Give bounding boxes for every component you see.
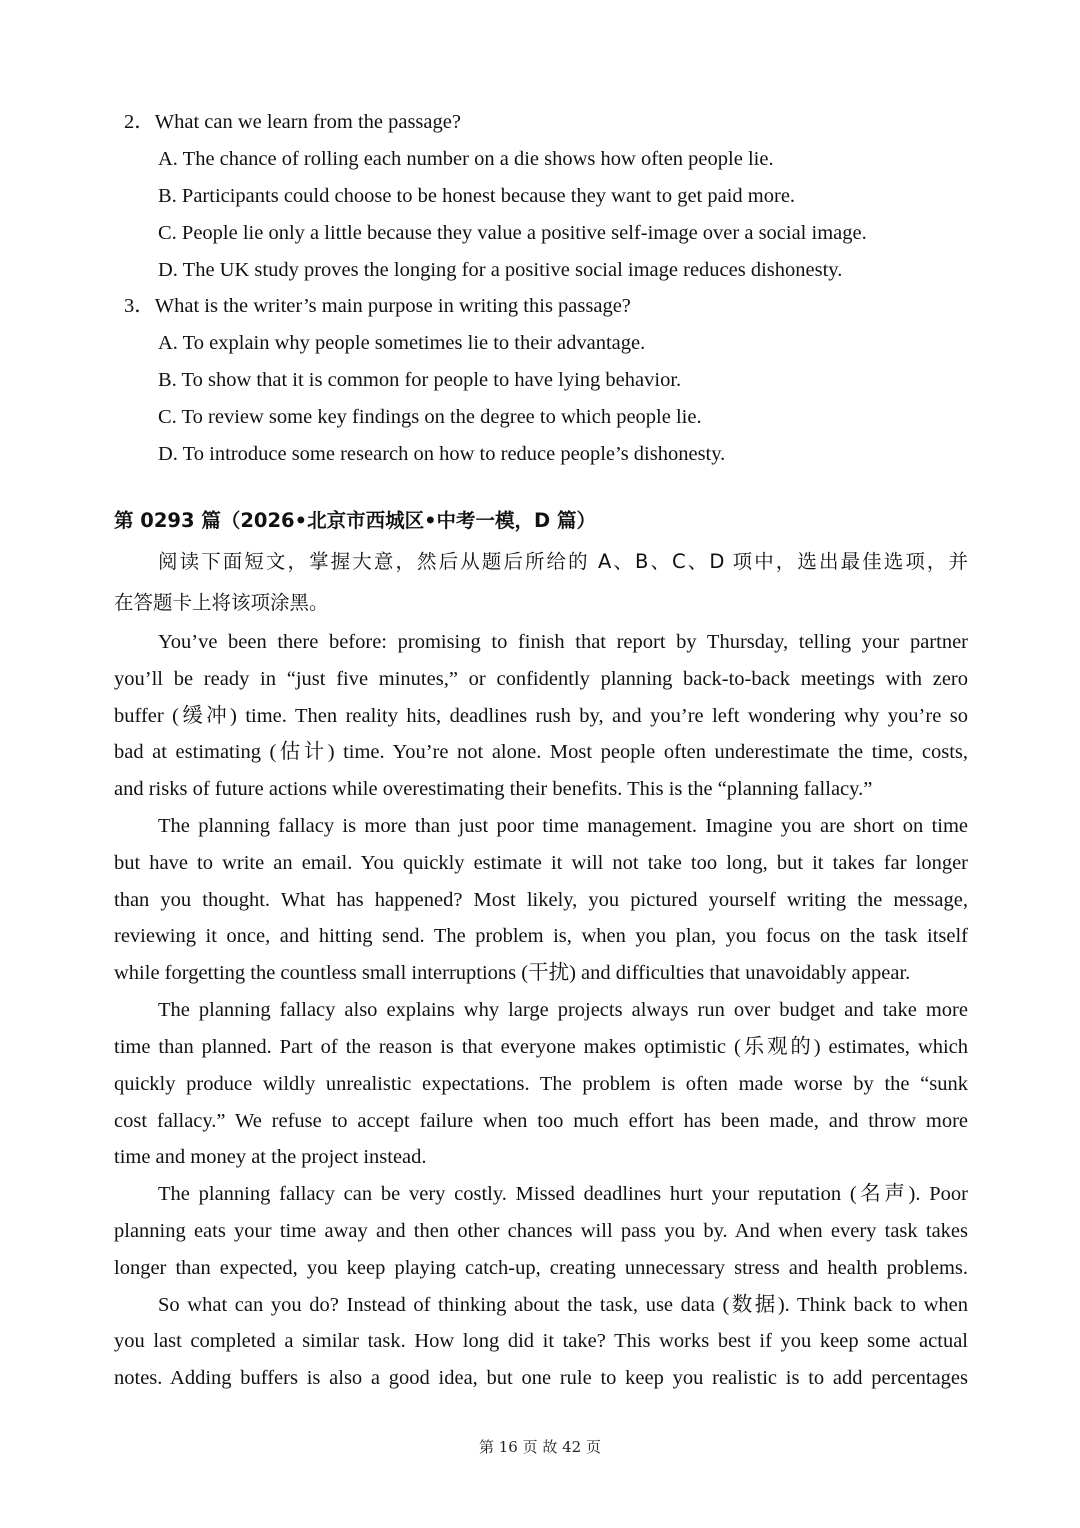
paragraph-1-line-4: bad at estimating (估计) time. You’re not alone. Most people often underestimate the time, costs,	[114, 741, 968, 763]
question-2-stem	[124, 108, 461, 136]
instruction-line-1: 阅读下面短文，掌握大意，然后从题后所给的 A、B、C、D 项中，选出最佳选项，并	[158, 550, 968, 573]
question-3-option-c: C. To review some key findings on the degree to which people lie.	[158, 406, 702, 428]
page-footer: 第 16 页 故 42 页	[478, 1438, 601, 1456]
paragraph-3-line-3: quickly produce wildly unrealistic expectations. The problem is often made worse by the “sunk	[114, 1073, 968, 1095]
question-2-option-d: D. The UK study proves the longing for a positive social image reduces dishonesty.	[158, 259, 843, 281]
question-3-stem	[124, 292, 631, 320]
paragraph-1-line-5: and risks of future actions while overestimating their benefits. This is the “planning fallacy.”	[114, 778, 873, 800]
paragraph-3-line-2: time than planned. Part of the reason is that everyone makes optimistic (乐观的) estimates, which	[114, 1036, 968, 1058]
paragraph-3-line-4: cost fallacy.” We refuse to accept failure when too much effort has been made, and throw more	[114, 1110, 968, 1132]
paragraph-1-line-1: You’ve been there before: promising to finish that report by Thursday, telling your partner	[158, 631, 968, 653]
question-number: 2．	[124, 111, 155, 133]
question-number: 3．	[124, 295, 155, 317]
paragraph-2-line-2: but have to write an email. You quickly estimate it will not take too long, but it takes far longer	[114, 852, 968, 874]
question-2-option-b: B. Participants could choose to be honest because they want to get paid more.	[158, 185, 796, 207]
question-text: What is the writer’s main purpose in writing this passage?	[154, 295, 631, 317]
question-3-option-a: A. To explain why people sometimes lie to their advantage.	[158, 332, 646, 354]
question-3-option-d: D. To introduce some research on how to reduce people’s dishonesty.	[158, 443, 726, 465]
paragraph-2-line-5: while forgetting the countless small interruptions (干扰) and difficulties that unavoidably appear.	[114, 962, 911, 984]
paragraph-1-line-2: you’ll be ready in “just five minutes,” or confidently planning back-to-back meetings with zero	[114, 668, 968, 690]
paragraph-3-line-1: The planning fallacy also explains why large projects always run over budget and take more	[158, 999, 968, 1021]
paragraph-2-line-1: The planning fallacy is more than just poor time management. Imagine you are short on time	[158, 815, 968, 837]
question-text: What can we learn from the passage?	[154, 111, 461, 133]
question-2-option-c: C. People lie only a little because they value a positive self-image over a social image.	[158, 222, 867, 244]
question-3-option-b: B. To show that it is common for people to have lying behavior.	[158, 369, 682, 391]
paragraph-5-line-2: you last completed a similar task. How long did it take? This works best if you keep some actual	[114, 1330, 968, 1352]
paragraph-2-line-3: than you thought. What has happened? Most likely, you pictured yourself writing the message,	[114, 889, 968, 911]
paragraph-4-line-2: planning eats your time away and then other chances will pass you by. And when every task takes	[114, 1220, 968, 1242]
paragraph-2-line-4: reviewing it once, and hitting send. The problem is, when you plan, you focus on the task itself	[114, 925, 968, 947]
section-heading: 第 0293 篇（2026•北京市西城区•中考一模，D 篇）	[114, 509, 597, 532]
paragraph-1-line-3: buffer (缓冲) time. Then reality hits, deadlines rush by, and you’re left wondering why you’re so	[114, 705, 968, 727]
paragraph-3-line-5: time and money at the project instead.	[114, 1146, 427, 1168]
paragraph-5-line-1: So what can you do? Instead of thinking about the task, use data (数据). Think back to when	[158, 1294, 968, 1316]
question-2-option-a: A. The chance of rolling each number on a die shows how often people lie.	[158, 148, 774, 170]
paragraph-4-line-3: longer than expected, you keep playing catch-up, creating unnecessary stress and health problems.	[114, 1257, 968, 1279]
paragraph-5-line-3: notes. Adding buffers is also a good idea, but one rule to keep you realistic is to add percentages	[114, 1367, 968, 1389]
paragraph-4-line-1: The planning fallacy can be very costly. Missed deadlines hurt your reputation (名声). Poor	[158, 1183, 968, 1205]
instruction-line-2: 在答题卡上将该项涂黑。	[114, 591, 329, 614]
